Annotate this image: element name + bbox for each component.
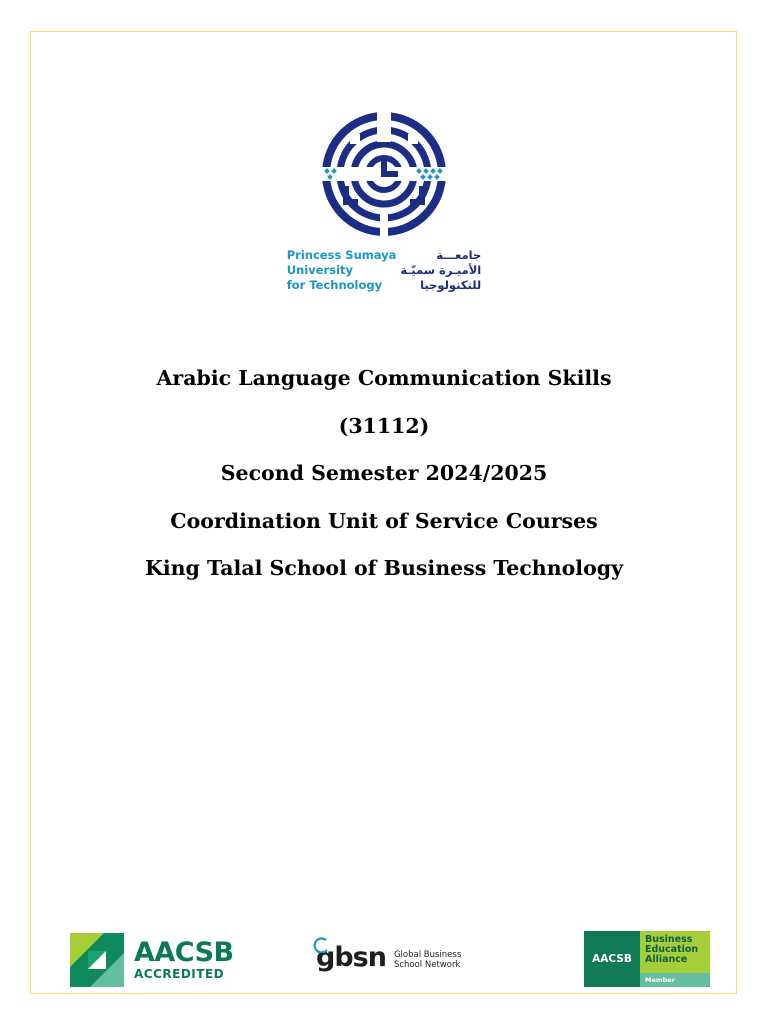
gbsn-arc-icon	[312, 937, 330, 953]
university-logo	[0, 112, 768, 293]
aacsb-name: AACSB	[134, 937, 234, 968]
aacsb-accredited-logo	[70, 933, 234, 987]
gbsn-desc-line: Global Business	[393, 950, 462, 960]
semester: Second Semester 2024/2025	[220, 461, 548, 485]
university-name-en-line: Princess Sumaya	[286, 248, 397, 262]
university-name-ar-line: جامعـــة	[436, 248, 482, 262]
gbsn-word: gbsn	[316, 942, 386, 973]
bea-line: Business	[645, 934, 693, 945]
business-education-alliance-logo	[584, 931, 710, 987]
accreditation-logos	[0, 925, 768, 995]
school-name: King Talal School of Business Technology	[145, 556, 623, 580]
university-name-ar-line: للتكنولوجيا	[420, 278, 482, 292]
university-name-ar	[400, 248, 481, 293]
university-name-en-line: for Technology	[286, 278, 383, 292]
aacsb-subtitle: ACCREDITED	[134, 967, 225, 981]
bea-member-label: Member	[640, 973, 710, 987]
gbsn-desc-line: School Network	[393, 960, 461, 970]
university-emblem-icon	[322, 112, 446, 236]
gbsn-logo	[316, 943, 461, 973]
course-code: (31112)	[338, 413, 430, 438]
course-title: Arabic Language Communication Skills	[156, 366, 612, 390]
university-name	[287, 248, 481, 293]
university-name-en-line: University	[286, 263, 353, 277]
aacsb-mark-icon	[70, 933, 124, 987]
bea-aacsb-label: AACSB	[584, 931, 640, 987]
university-name-ar-line: الأميـرة سميّـة	[400, 263, 482, 277]
document-title	[0, 366, 768, 604]
university-name-en	[287, 248, 397, 293]
bea-line: Alliance	[645, 954, 688, 965]
unit-name: Coordination Unit of Service Courses	[170, 508, 598, 533]
bea-line: Education	[645, 944, 699, 955]
